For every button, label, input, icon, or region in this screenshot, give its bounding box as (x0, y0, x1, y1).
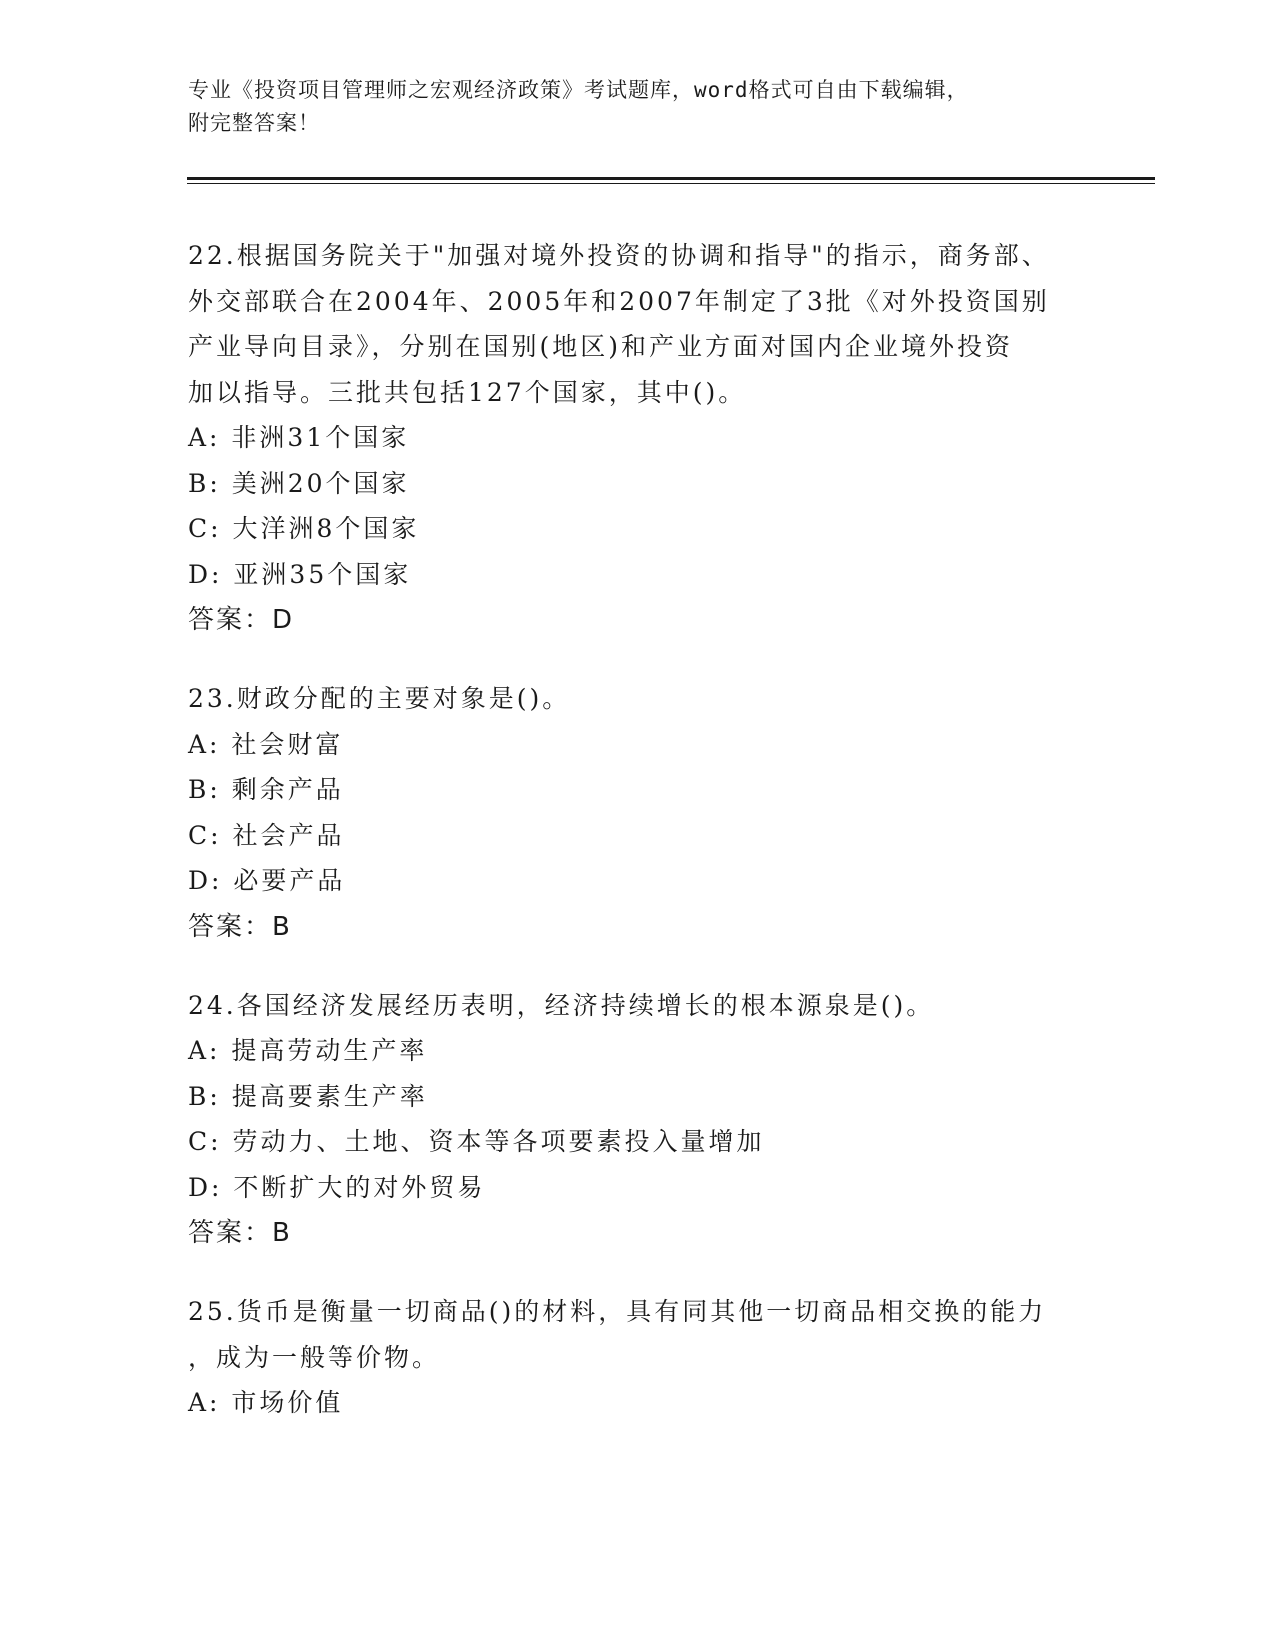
question-23 (188, 676, 1088, 950)
option-d: D: 不断扩大的对外贸易 (188, 1172, 486, 1202)
question-24 (188, 983, 1088, 1257)
option-a: A: 提高劳动生产率 (188, 1036, 428, 1065)
question-stem-line: 外交部联合在2004年、2005年和2007年制定了3批《对外投资国别 (188, 286, 1050, 316)
question-25 (188, 1289, 1088, 1426)
question-stem-line: 产业导向目录》，分别在国别(地区)和产业方面对国内企业境外投资 (188, 332, 1014, 361)
option-c: C: 大洋洲8个国家 (188, 514, 420, 543)
answer-label: 答案：B (188, 1218, 292, 1248)
header-divider-thin (187, 183, 1155, 184)
option-b: B: 剩余产品 (188, 775, 344, 804)
question-stem-line: 22.根据国务院关于"加强对境外投资的协调和指导"的指示，商务部、 (188, 241, 1050, 270)
header-divider-thick (187, 177, 1155, 180)
option-c: C: 劳动力、土地、资本等各项要素投入量增加 (188, 1127, 765, 1156)
header-line-1: 专业《投资项目管理师之宏观经济政策》考试题库，word格式可自由下载编辑， (188, 78, 969, 102)
option-a: A: 非洲31个国家 (188, 423, 410, 452)
option-b: B: 提高要素生产率 (188, 1081, 428, 1111)
question-stem-line: 25.货币是衡量一切商品()的材料，具有同其他一切商品相交换的能力 (188, 1297, 1047, 1326)
question-stem-line: ，成为一般等价物。 (188, 1342, 441, 1372)
question-22 (188, 233, 1088, 643)
question-list (188, 233, 1088, 1459)
option-d: D: 亚洲35个国家 (188, 559, 412, 589)
option-a: A: 社会财富 (188, 729, 344, 759)
option-b: B: 美洲20个国家 (188, 468, 410, 498)
option-d: D: 必要产品 (188, 866, 346, 895)
option-c: C: 社会产品 (188, 820, 345, 850)
answer-label: 答案：D (188, 605, 295, 635)
question-stem-line: 加以指导。三批共包括127个国家，其中()。 (188, 377, 747, 407)
document-header (188, 74, 1088, 140)
option-a: A: 市场价值 (188, 1388, 344, 1417)
header-line-2: 附完整答案！ (188, 111, 320, 135)
question-stem-line: 24.各国经济发展经历表明，经济持续增长的根本源泉是()。 (188, 990, 935, 1020)
question-stem-line: 23.财政分配的主要对象是()。 (188, 684, 571, 713)
answer-label: 答案：B (188, 911, 292, 942)
